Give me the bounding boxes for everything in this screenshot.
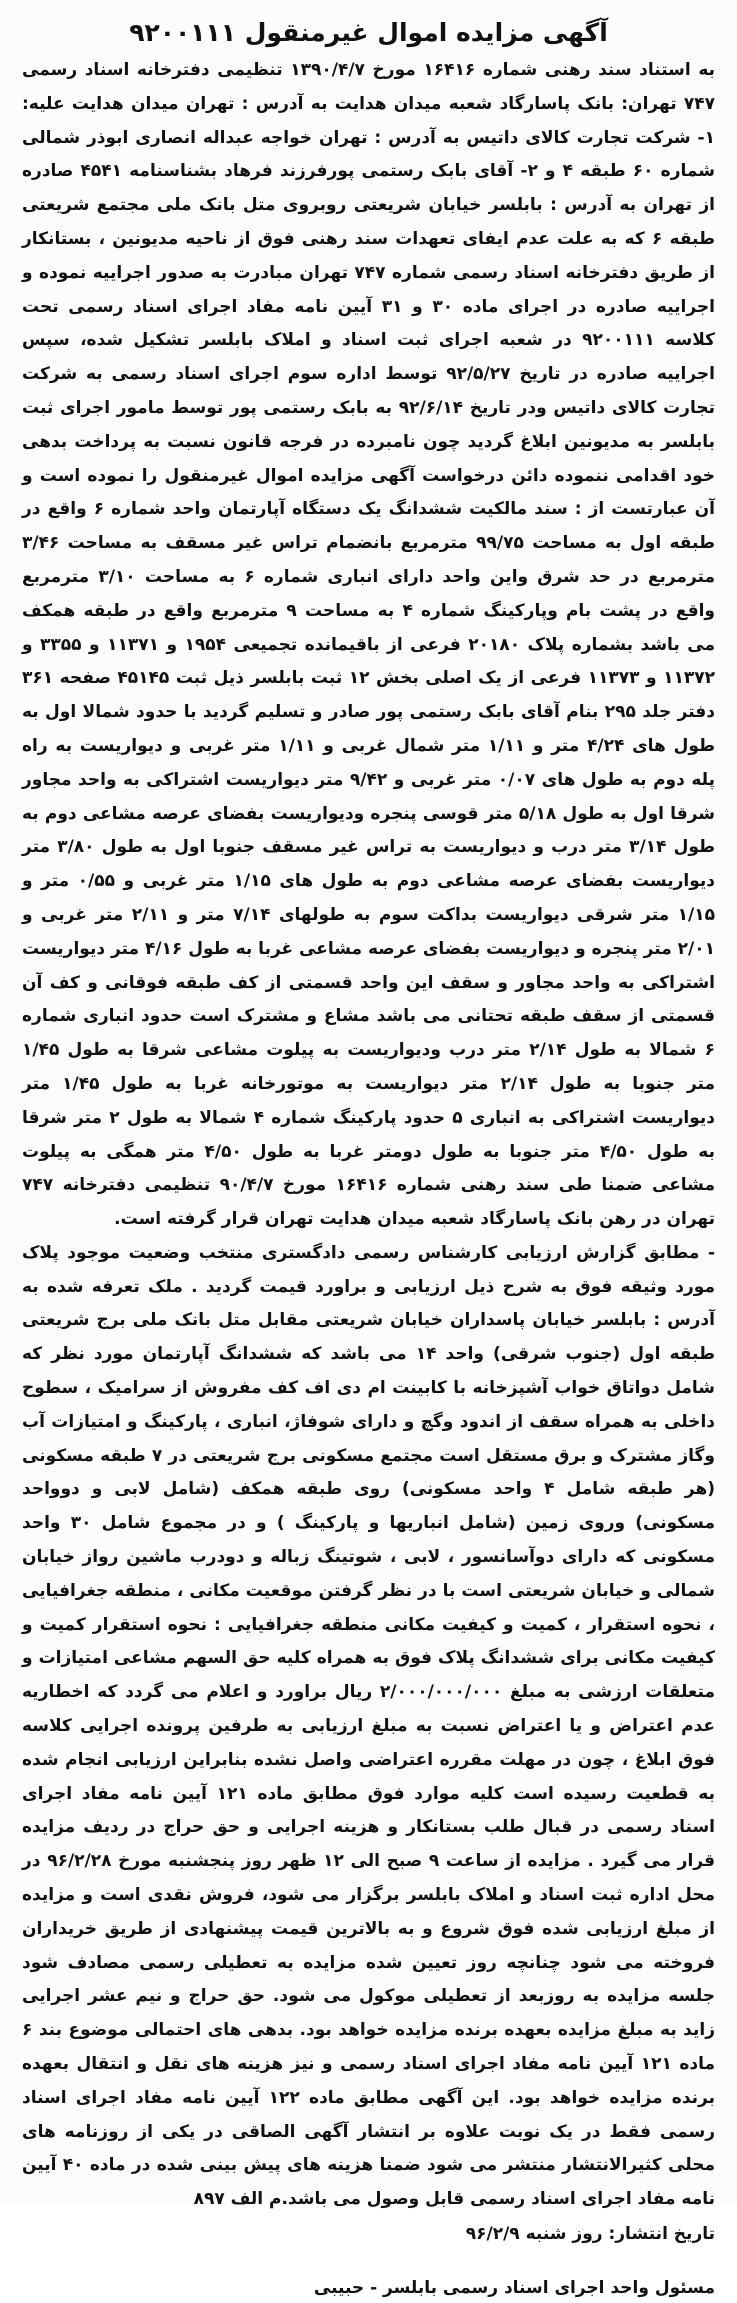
notice-paragraph-property: به استناد سند رهنی شماره ۱۶۴۱۶ مورخ ۱۳۹۰/۴/۷ تنظیمی دفترخانه اسناد رسمی ۷۴۷ تهران: بانک پاسارگاد شعبه میدان هدایت به آدرس : تهران میدان هدایت علیه: ۱- شرکت تجارت کالای داتیس به آدرس : تهران خواجه عبداله انصاری ابوذر شمالی شماره ۶۰ طبقه ۴ و ۲- آقای بابک رستمی پورفرزند فرهاد بشناسنامه ۴۵۴۱ صادره از تهران به آدرس : بابلسر خیابان شریعتی روبروی متل بانک ملی مجتمع شریعتی طبقه ۶ که به علت عدم ایفای تعهدات سند رهنی فوق از ناحیه مدیونین ، بستانکار از طریق دفترخانه اسناد رسمی شماره ۷۴۷ تهران مبادرت به صدور اجراییه نموده و اجراییه صادره در اجرای ماده ۳۰ و ۳۱ آیین نامه مفاد اجرای اسناد رسمی تحت کلاسه ۹۲۰۰۱۱۱ در شعبه اجرای ثبت اسناد و املاک بابلسر تشکیل شده، سپس اجراییه صادره در تاریخ ۹۲/۵/۲۷ توسط اداره سوم اجرای اسناد رسمی به شرکت تجارت کالای داتیس ودر تاریخ ۹۲/۶/۱۴ به بابک رستمی پور توسط مامور اجرای ثبت بابلسر به مدیونین ابلاغ گردید چون نامبرده در فرجه قانون نسبت به پرداخت بدهی خود اقدامی ننموده دائن درخواست آگهی مزایده اموال غیرمنقول را نموده است و آن عبارتست از : سند مالکیت ششدانگ یک دستگاه آپارتمان واحد شماره ۶ واقع در طبقه اول به مساحت ۹۹/۷۵ مترمربع بانضمام تراس غیر مسقف به مساحت ۳/۴۶ مترمربع در حد شرق واین واحد دارای انباری شماره ۶ به مساحت ۳/۱۰ مترمربع واقع در پشت بام وپارکینگ شماره ۴ به مساحت ۹ مترمربع واقع در طبقه همکف می باشد بشماره پلاک ۲۰۱۸۰ فرعی از باقیمانده تجمیعی ۱۹۵۴ و ۱۱۳۷۱ و ۳۳۵۵ و ۱۱۳۷۲ و ۱۱۳۷۳ فرعی از یک اصلی بخش ۱۲ ثبت بابلسر ذیل ثبت ۴۵۱۴۵ صفحه ۳۶۱ دفتر جلد ۲۹۵ بنام آقای بابک رستمی پور صادر و تسلیم گردید با حدود شمالا اول به طول های ۴/۲۴ متر و ۱/۱۱ متر شمال غربی و ۱/۱۱ متر غربی و دیواریست به راه پله دوم به طول های ۰/۰۷ متر غربی و ۹/۴۲ متر دیواریست اشتراکی به واحد مجاور شرقا اول به طول ۵/۱۸ متر قوسی پنجره ودیواریست بفضای عرصه مشاعی دوم به طول ۳/۱۴ متر درب و دیواریست به تراس غیر مسقف جنوبا اول به طول ۳/۸۰ متر دیواریست بفضای عرصه مشاعی دوم به طول های ۱/۱۵ متر غربی و ۰/۵۵ متر و ۱/۱۵ متر شرقی دیواریست بداکت سوم به طولهای ۷/۱۴ متر و ۲/۱۱ متر غربی و ۲/۰۱ متر پنجره و دیواریست بفضای عرصه مشاعی غربا به طول ۴/۱۶ متر دیواریست اشتراکی به واحد مجاور و سقف این واحد قسمتی از کف طبقه فوقانی و کف آن قسمتی از سقف طبقه تحتانی می باشد مشاع و مشترک است حدود انباری شماره ۶ شمالا به طول ۲/۱۴ متر درب ودیواریست به پیلوت مشاعی شرقا به طول ۱/۴۵ متر جنوبا به طول ۲/۱۴ متر دیواریست به موتورخانه غربا به طول ۱/۴۵ متر دیواریست اشتراکی به انباری ۵ حدود پارکینگ شماره ۴ شمالا به طول ۲ متر شرقا به طول ۴/۵۰ متر جنوبا به طول دومتر غربا به طول ۴/۵۰ متر همگی به پیلوت مشاعی ضمنا طی سند رهنی شماره ۱۶۴۱۶ مورخ ۹۰/۴/۷ تنظیمی دفترخانه ۷۴۷ تهران در رهن بانک پاسارگاد شعبه میدان هدایت تهران قرار گرفته است. [22, 60, 716, 1230]
notice-title: آگهی مزایده اموال غیرمنقول ۹۲۰۰۱۱۱ [129, 18, 608, 47]
signature-line: مسئول واحد اجرای اسناد رسمی بابلسر - حبیبی [313, 2278, 715, 2298]
notice-paragraph-appraisal: - مطابق گزارش ارزیابی کارشناس رسمی دادگستری منتخب وضعیت موجود پلاک مورد وثیقه فوق به شرح ذیل ارزیابی و براورد قیمت گردید . ملک تعرفه شده به آدرس : بابلسر خیابان پاسداران خیابان شریعتی مقابل متل بانک ملی برج شریعتی طبقه اول (جنوب شرقی) واحد ۱۴ می باشد که ششدانگ آپارتمان مورد نظر که شامل دواتاق خواب آشپزخانه با کابینت ام دی اف کف مفروش از سرامیک ، سطوح داخلی به همراه سقف از اندود وگچ و دارای شوفاژ، انباری ، پارکینگ و امتیازات آب وگاز مشترک و برق مستقل است مجتمع مسکونی برج شریعتی در ۷ طبقه مسکونی (هر طبقه شامل ۴ واحد مسکونی) روی طبقه همکف (شامل لابی و دوواحد مسکونی) وروی زمین (شامل انباریها و پارکینگ ) و در مجموع شامل ۳۰ واحد مسکونی که دارای دوآسانسور ، لابی ، شوتینگ زباله و دودرب ماشین رواز خیابان شمالی و خیابان شریعتی است با در نظر گرفتن موقعیت مکانی ، منطقه جغرافیایی ، نحوه استقرار ، کمیت و کیفیت مکانی منطقه جغرافیایی : نحوه استقرار کمیت و کیفیت مکانی برای ششدانگ پلاک فوق به همراه کلیه حق السهم مشاعی امتیازات و متعلقات ارزشی به مبلغ ۲/۰۰۰/۰۰۰/۰۰۰ ریال براورد و اعلام می گردد که اخطاریه عدم اعتراض و یا اعتراض نسبت به مبلغ ارزیابی به طرفین پرونده اجرایی کلاسه فوق ابلاغ ، چون در مهلت مقرره اعتراضی واصل نشده بنابراین ارزیابی انجام شده به قطعیت رسیده است کلیه موارد فوق مطابق ماده ۱۲۱ آیین نامه مفاد اجرای اسناد رسمی در قبال طلب بستانکار و هزینه اجرایی و حق حراج در ردیف مزایده قرار می گیرد . مزایده از ساعت ۹ صبح الی ۱۲ ظهر روز پنجشنبه مورخ ۹۶/۲/۲۸ در محل اداره ثبت اسناد و املاک بابلسر برگزار می شود، فروش نقدی است و مزایده از مبلغ ارزیابی شده فوق شروع و به بالاترین قیمت پیشنهادی از طریق خریداران فروخته می شود چنانچه روز تعیین شده مزایده به تعطیلی رسمی مصادف شود جلسه مزایده به روزبعد از تعطیلی موکول می شود. حق حراج و نیم عشر اجرایی زاید به مبلغ مزایده بعهده برنده مزایده خواهد بود. بدهی های احتمالی موضوع بند ۶ ماده ۱۲۱ آیین نامه مفاد اجرای اسناد رسمی و نیز هزینه های نقل و انتقال بعهده برنده مزایده خواهد بود. این آگهی مطابق ماده ۱۲۲ آیین نامه مفاد اجرای اسناد رسمی فقط در یک نوبت علاوه بر انتشار آگهی الصاقی در یکی از روزنامه های محلی کثیرالانتشار منتشر می شود ضمنا هزینه های پیش بینی شده در ماده ۴۰ آیین نامه مفاد اجرای اسناد رسمی قابل وصول می باشد.م الف ۸۹۷ [22, 1242, 716, 2210]
publish-date: تاریخ انتشار: روز شنبه ۹۶/۲/۹ [465, 2224, 715, 2244]
